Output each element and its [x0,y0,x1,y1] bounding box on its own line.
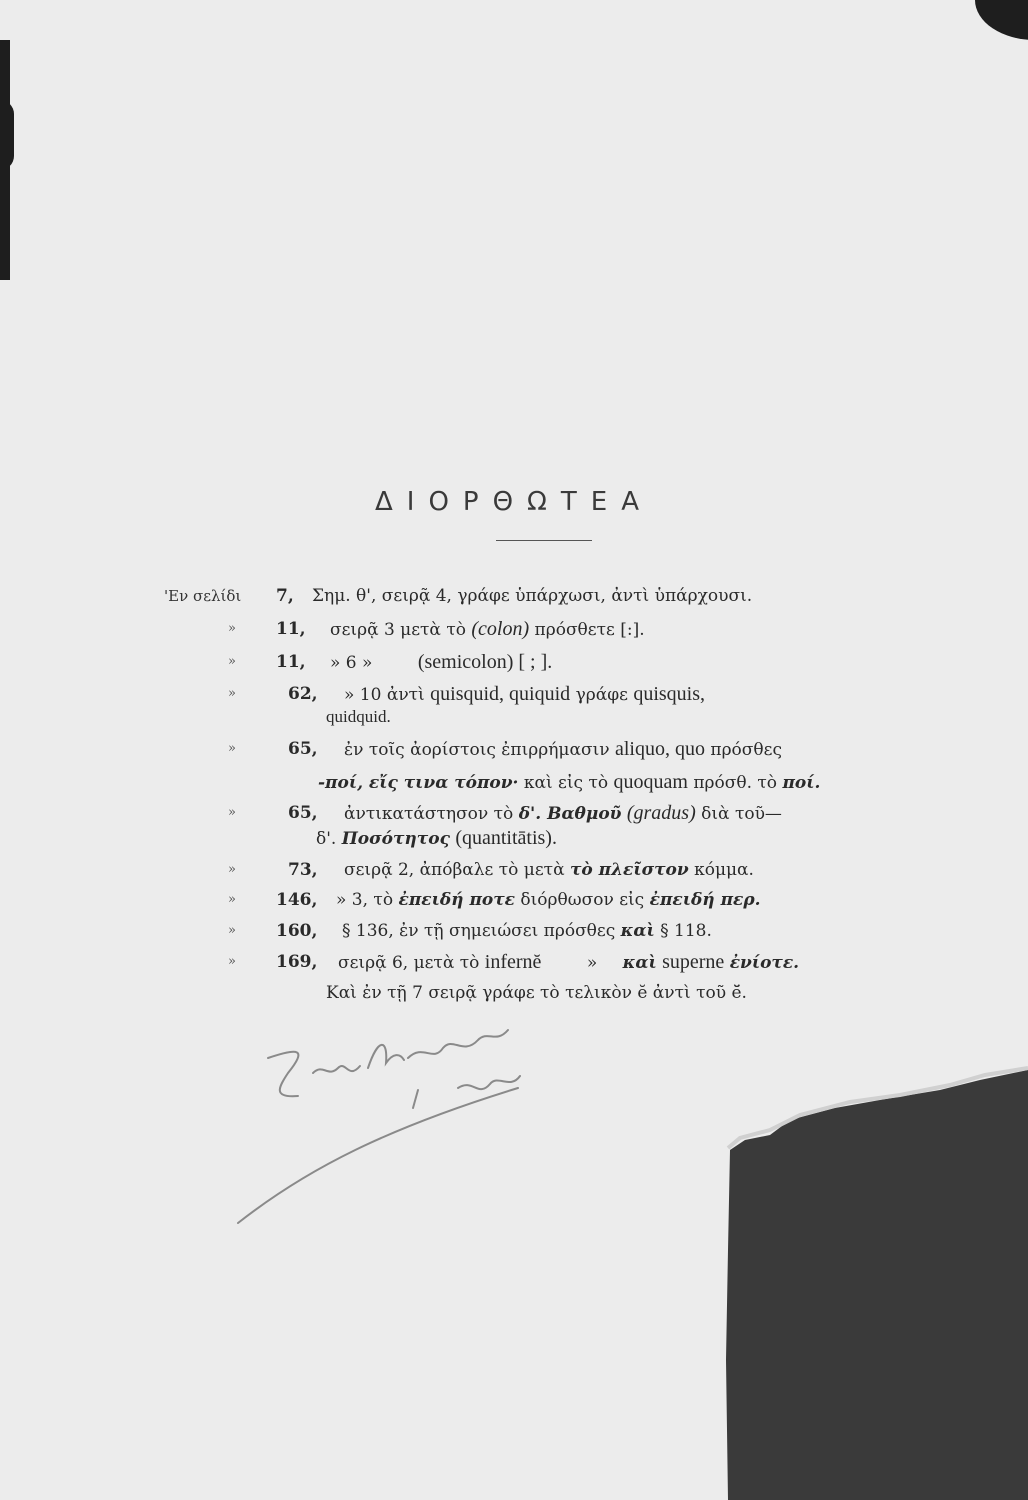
row-mark: » [228,892,236,907]
row-text [330,618,645,641]
row-page: 11, [276,652,306,672]
row-text [338,951,799,974]
row-text [344,802,782,825]
row-page: 11, [276,619,306,639]
row-ital-b: ἐπειδή περ. [649,890,761,910]
row-cont-latin: (quantitātis). [455,827,557,849]
row-text [330,651,552,674]
row-text-a: » 10 ἀντὶ [344,685,425,705]
row-cont: quidquid. [326,707,391,726]
row-mark: » [228,654,236,669]
row-cont-ital: -ποί, εἴς τινα τόπον· [318,773,519,793]
row-ital-b: ἐνίοτε. [729,953,800,973]
row-cont-latin: quoquam [613,771,688,793]
row-cont [316,827,557,850]
errata-list [0,585,1028,1015]
row-mark: » [228,686,236,701]
row-text [336,889,761,911]
row-text-a: σειρᾷ 3 μετὰ τὸ [330,620,466,640]
row-cont-text: καὶ εἰς τὸ [523,773,609,793]
row-text-a: σειρᾷ 2, ἀπόβαλε τὸ μετὰ [344,860,565,880]
row-text-b: γράφε [575,685,628,705]
row-cont: Καὶ ἐν τῇ 7 σειρᾷ γράφε τὸ τελικὸν ĕ ἀντὶ τοῦ ĕ̆. [326,983,747,1003]
row-latin: infernĕ [484,951,542,973]
row-page: 62, [288,684,318,704]
row-page: 160, [276,921,318,941]
row-text-a: ἀντικατάστησον τὸ [344,804,514,824]
row-text-a: § 136, ἐν τῇ σημειώσει πρόσθες [342,921,616,941]
row-cont-text: δ'. [316,829,337,849]
row-latin-b: quisquis, [633,683,706,705]
row-text-a: » 6 » [330,653,373,673]
row-mark: » [228,862,236,877]
row-text [344,738,782,761]
row-ital: δ'. Βαθμοῦ [518,804,622,824]
row-text-b: διὰ τοῦ— [701,804,782,824]
handwritten-signature [228,1018,548,1238]
row-cont [318,771,820,794]
row-page: 146, [276,890,318,910]
row-text-a: » 3, τὸ [336,890,394,910]
row-latin: aliquo, quo [614,738,705,760]
title-divider [496,540,592,541]
row-page: 169, [276,952,318,972]
row-mark: » [228,805,236,820]
row-page: 65, [288,739,318,759]
row-cont-ital-b: ποί. [782,773,821,793]
row-ital: τὸ πλεῖστον [569,860,689,880]
row-text-a: ἐν τοῖς ἀορίστοις ἐπιρρήμασιν [344,740,610,760]
row-page: 73, [288,860,318,880]
row-text-b: » [586,953,598,973]
row-latin: (gradus) [626,802,696,824]
row-text [342,920,712,942]
row-ital: ἐπειδή ποτε [398,890,515,910]
row-mark: » [228,741,236,756]
row-text-b: § 118. [660,921,712,941]
row-mark: » [228,923,236,938]
row-page: 65, [288,803,318,823]
row-text-b: κόμμα. [694,860,754,880]
row-mark: » [228,954,236,969]
row-latin-b: superne [662,951,725,973]
row-latin: (semicolon) [ ; ]. [417,651,553,673]
row-ital: καὶ [620,921,655,941]
row-cont-text-b: πρόσθ. τὸ [693,773,778,793]
row-latin: quisquid, quiquid [430,683,571,705]
row-text-b: πρόσθες [710,740,782,760]
row-latin: (colon) [471,618,530,640]
row-text-a: σειρᾷ 6, μετὰ τὸ [338,953,480,973]
row-lead: 'Εν σελίδι [164,587,242,605]
row-text [344,859,754,881]
row-ital: καὶ [622,953,657,973]
row-page: 7, [276,586,294,606]
page-title: ΔΙΟΡΘΩΤΕΑ [374,487,654,518]
row-text: Σημ. θ', σειρᾷ 4, γράφε ὑπάρχωσι, ἀντὶ ὑπάρχουσι. [312,586,753,606]
row-text-b: διόρθωσον εἰς [520,890,645,910]
row-cont-ital: Ποσότητος [341,829,450,849]
row-text [344,683,705,706]
row-mark: » [228,621,236,636]
row-text-b: πρόσθετε [:]. [534,620,645,640]
